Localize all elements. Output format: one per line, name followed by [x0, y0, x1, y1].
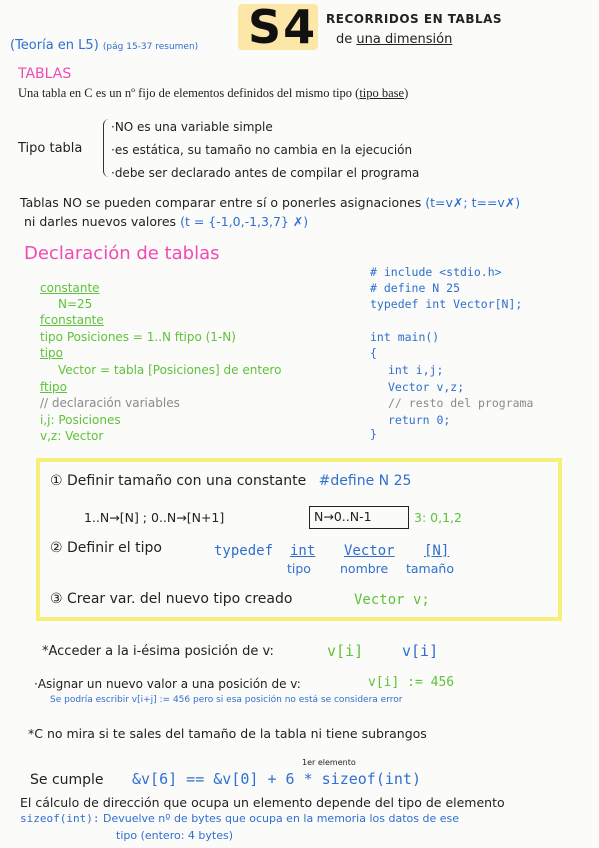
sizeof-text: Devuelve nº de bytes que ocupa en la memoria los datos de ese [102, 812, 459, 825]
comparar-line-1 [20, 195, 520, 210]
c-code-line: Vector v,z; [388, 380, 465, 394]
step-1-text: ① Definir tamaño con una constante [50, 473, 307, 489]
subtitle-prefix: de [336, 32, 357, 47]
pseudo-line: tipo Posiciones = 1..N ftipo (1-N) [40, 330, 236, 344]
step-1 [50, 473, 411, 489]
pseudo-line: Vector = tabla [Posiciones] de entero [58, 363, 282, 377]
step-2-typedef: typedef [214, 543, 274, 559]
step-2-vector: Vector [344, 543, 395, 559]
acceder-code-c: v[i] [327, 642, 364, 660]
asignar-note: Se podría escribir v[i+j] := 456 pero si esa posición no está se considera error [50, 695, 403, 705]
brace-icon [103, 119, 110, 177]
step-1-mapping: 1..N→[N] ; 0..N→[N+1] [84, 510, 225, 525]
comparar-code-1: (t=v✗; t==v✗) [425, 195, 521, 210]
step-1-code: #define N 25 [318, 473, 412, 489]
step-2-label-tipo: tipo [287, 561, 311, 576]
step-1-values: 3: 0,1,2 [414, 510, 462, 525]
pseudo-line: v,z: Vector [40, 429, 104, 443]
section-heading-tablas: TABLAS [18, 66, 72, 82]
tipo-tabla-item: ·NO es una variable simple [111, 120, 273, 134]
cumple-text: Se cumple [30, 772, 104, 788]
header-reference [10, 38, 198, 53]
section-heading-declaracion: Declaración de tablas [24, 243, 220, 264]
c-code-line: // resto del programa [388, 396, 534, 410]
step-2-int: int [290, 543, 316, 559]
pseudo-line: constante [40, 281, 100, 295]
c-code-line: # include <stdio.h> [370, 265, 502, 279]
pseudo-line: i,j: Posiciones [40, 413, 121, 427]
c-code-line: int main() [370, 330, 440, 344]
step-3-text: ③ Crear var. del nuevo tipo creado [50, 591, 293, 607]
step-2-label-tamano: tamaño [406, 561, 454, 576]
comparar-text-1: Tablas NO se pueden comparar entre sí o ponerles asignaciones [20, 195, 422, 210]
header-pages: (pág 15-37 resumen) [102, 42, 199, 52]
step-2-label-nombre: nombre [340, 561, 389, 576]
comparar-line-2 [24, 214, 308, 229]
subtitle-line-1: RECORRIDOS EN TABLAS [326, 12, 503, 26]
c-code-line: # define N 25 [370, 281, 461, 295]
c-code-line: typedef int Vector[N]; [370, 297, 523, 311]
c-subrange-note: *C no mira si te sales del tamaño de la tabla ni tiene subrangos [28, 726, 427, 741]
pseudo-line: ftipo [40, 380, 68, 394]
definition-prefix: Una tabla en C es un nº fijo de elementos definidos del mismo tipo ( [18, 86, 360, 100]
pseudo-line: N=25 [58, 297, 93, 311]
acceder-text: *Acceder a la i-ésima posición de v: [42, 644, 274, 659]
comparar-text-2: ni darles nuevos valores [24, 214, 177, 229]
pseudo-line: fconstante [40, 313, 104, 327]
calculo-line-3: tipo (entero: 4 bytes) [116, 829, 233, 842]
header-left-text: (Teoría en L5) [10, 38, 99, 53]
first-element-label: 1er elemento [302, 758, 356, 767]
acceder-code-pseudo: v[i] [402, 642, 439, 660]
c-code-line: return 0; [388, 413, 451, 427]
definition-underlined: tipo base [359, 86, 405, 100]
c-code-line: { [370, 346, 377, 360]
pseudo-line: // declaración variables [40, 396, 180, 410]
pseudo-line: tipo [40, 346, 63, 360]
tipo-tabla-label: Tipo tabla [18, 141, 83, 156]
step-1-range: N→0..N-1 [314, 509, 372, 524]
calculo-line-2 [20, 812, 459, 825]
comparar-code-2: (t = {-1,0,-1,3,7} ✗) [180, 214, 309, 229]
asignar-code: v[i] := 456 [368, 675, 455, 690]
tipo-tabla-item: ·es estática, su tamaño no cambia en la ejecución [111, 143, 413, 157]
calculo-line-1: El cálculo de dirección que ocupa un elemento depende del tipo de elemento [20, 795, 505, 810]
asignar-text: ·Asignar un nuevo valor a una posición de v: [34, 677, 301, 691]
step-3-code: Vector v; [354, 592, 430, 608]
c-code-line: } [370, 427, 377, 441]
tablas-definition [18, 86, 408, 101]
tipo-tabla-item: ·debe ser declarado antes de compilar el programa [111, 166, 420, 180]
step-2-size: [N] [424, 543, 450, 559]
sizeof-code: sizeof(int): [20, 812, 100, 825]
address-expression: &v[6] == &v[0] + 6 * sizeof(int) [132, 770, 421, 788]
step-2-text: ② Definir el tipo [50, 540, 162, 556]
page-title: S4 [248, 0, 318, 54]
subtitle-underlined: una dimensión [356, 32, 453, 47]
subtitle-line-2 [336, 32, 452, 47]
c-code-line: int i,j; [388, 363, 444, 377]
definition-suffix: ) [404, 86, 409, 100]
